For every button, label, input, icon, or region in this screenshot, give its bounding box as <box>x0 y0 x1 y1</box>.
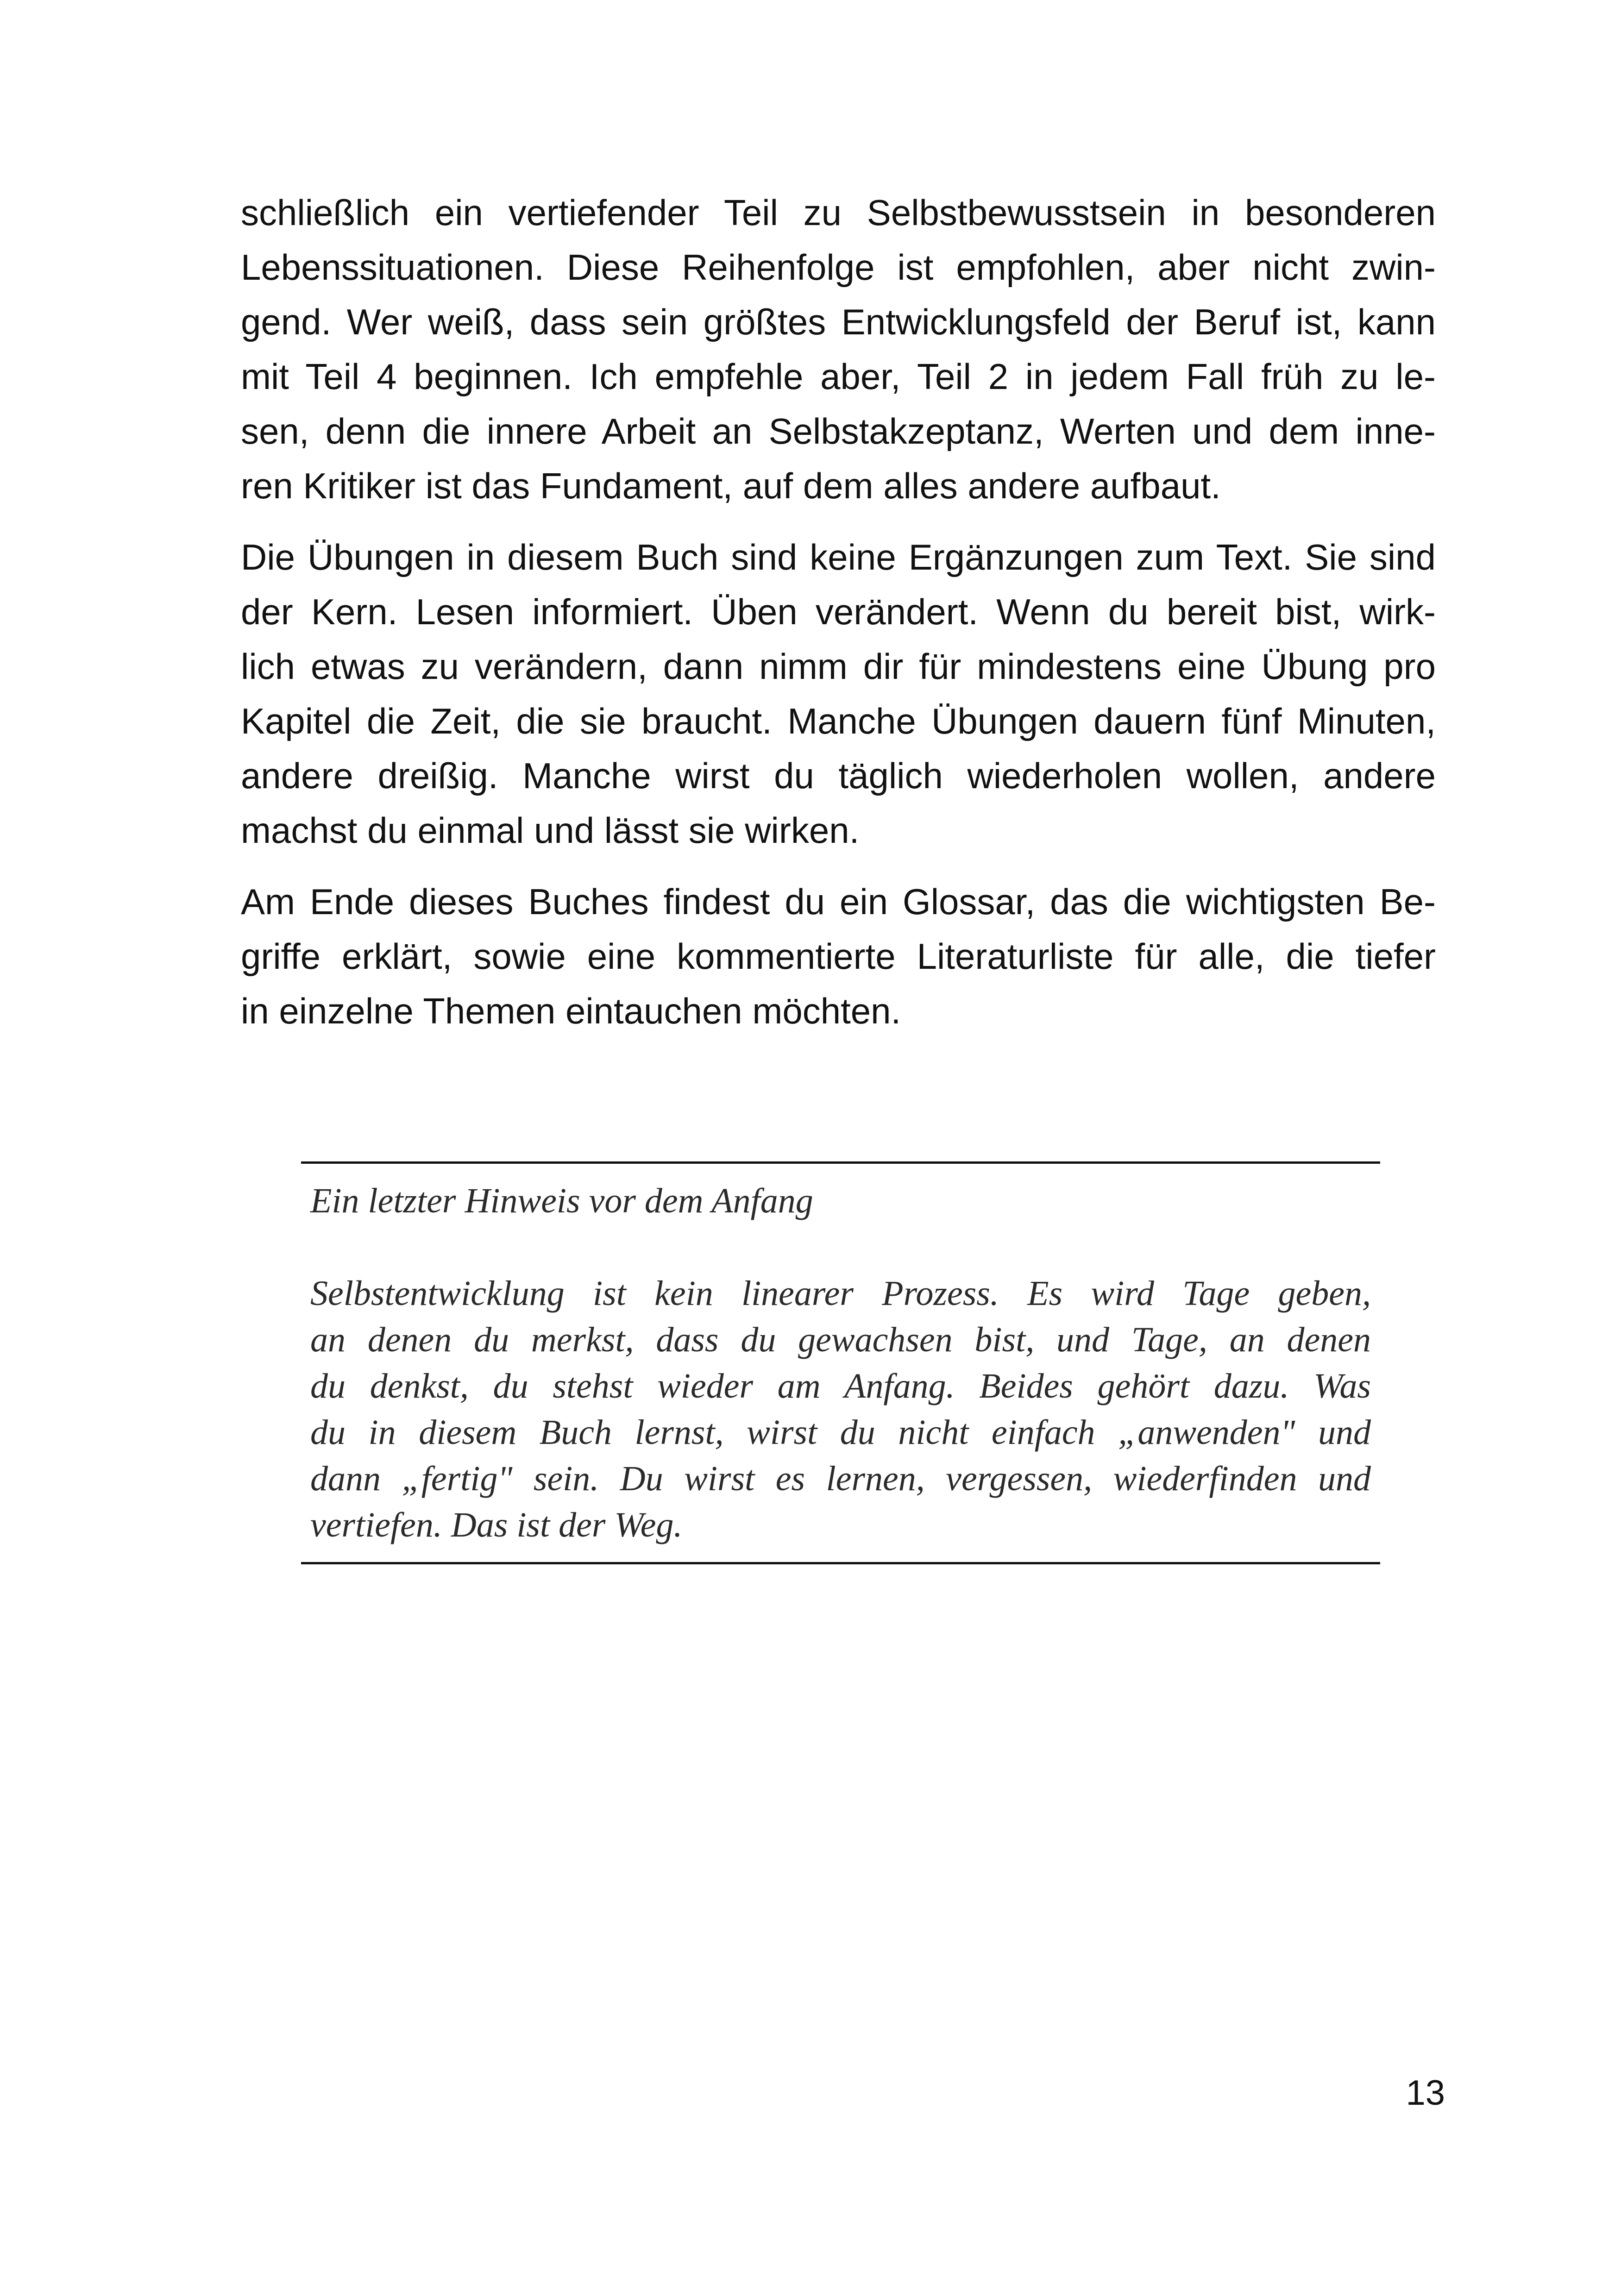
text-line: der Kern. Lesen informiert. Üben verändert. Wenn du bereit bist, wirk- <box>241 591 1436 632</box>
text-line: machst du einmal und lässt sie wirken. <box>241 810 860 851</box>
text-line: mit Teil 4 beginnen. Ich empfehle aber, Teil 2 in jedem Fall früh zu le- <box>241 356 1436 397</box>
text-line: Kapitel die Zeit, die sie braucht. Manche Übungen dauern fünf Minuten, <box>241 701 1436 741</box>
paragraph-2 <box>241 530 1436 858</box>
body-text <box>241 185 1436 1055</box>
note-line: du denkst, du stehst wieder am Anfang. Beides gehört dazu. Was <box>310 1367 1371 1405</box>
note-line: dann „fertig" sein. Du wirst es lernen, vergessen, wiederfinden und <box>310 1459 1371 1498</box>
text-line: Lebenssituationen. Diese Reihenfolge ist empfohlen, aber nicht zwin- <box>241 247 1436 288</box>
text-line: Die Übungen in diesem Buch sind keine Ergänzungen zum Text. Sie sind <box>241 537 1436 577</box>
text-line: gend. Wer weiß, dass sein größtes Entwicklungsfeld der Beruf ist, kann <box>241 301 1436 342</box>
text-line: in einzelne Themen eintauchen möchten. <box>241 991 901 1031</box>
text-line: Am Ende dieses Buches findest du ein Glossar, das die wichtigsten Be- <box>241 881 1436 922</box>
text-line: ren Kritiker ist das Fundament, auf dem alles andere aufbaut. <box>241 465 1221 506</box>
paragraph-3 <box>241 874 1436 1038</box>
page-number: 13 <box>1406 2073 1445 2113</box>
note-line: Selbstentwicklung ist kein linearer Prozess. Es wird Tage geben, <box>310 1274 1371 1313</box>
note-box <box>301 1161 1380 1564</box>
text-line: schließlich ein vertiefender Teil zu Selbstbewusstsein in besonderen <box>241 192 1436 233</box>
note-line: du in diesem Buch lernst, wirst du nicht einfach „anwenden" und <box>310 1413 1371 1452</box>
text-line: griffe erklärt, sowie eine kommentierte Literaturliste für alle, die tiefer <box>241 936 1436 977</box>
text-line: lich etwas zu verändern, dann nimm dir für mindestens eine Übung pro <box>241 646 1436 687</box>
paragraph-1 <box>241 185 1436 513</box>
note-title: Ein letzter Hinweis vor dem Anfang <box>310 1181 813 1220</box>
text-line: sen, denn die innere Arbeit an Selbstakzeptanz, Werten und dem inne- <box>241 411 1436 452</box>
note-body <box>310 1270 1371 1548</box>
note-line: an denen du merkst, dass du gewachsen bist, und Tage, an denen <box>310 1320 1371 1359</box>
text-line: andere dreißig. Manche wirst du täglich wiederholen wollen, andere <box>241 755 1436 796</box>
note-line: vertiefen. Das ist der Weg. <box>310 1506 683 1544</box>
